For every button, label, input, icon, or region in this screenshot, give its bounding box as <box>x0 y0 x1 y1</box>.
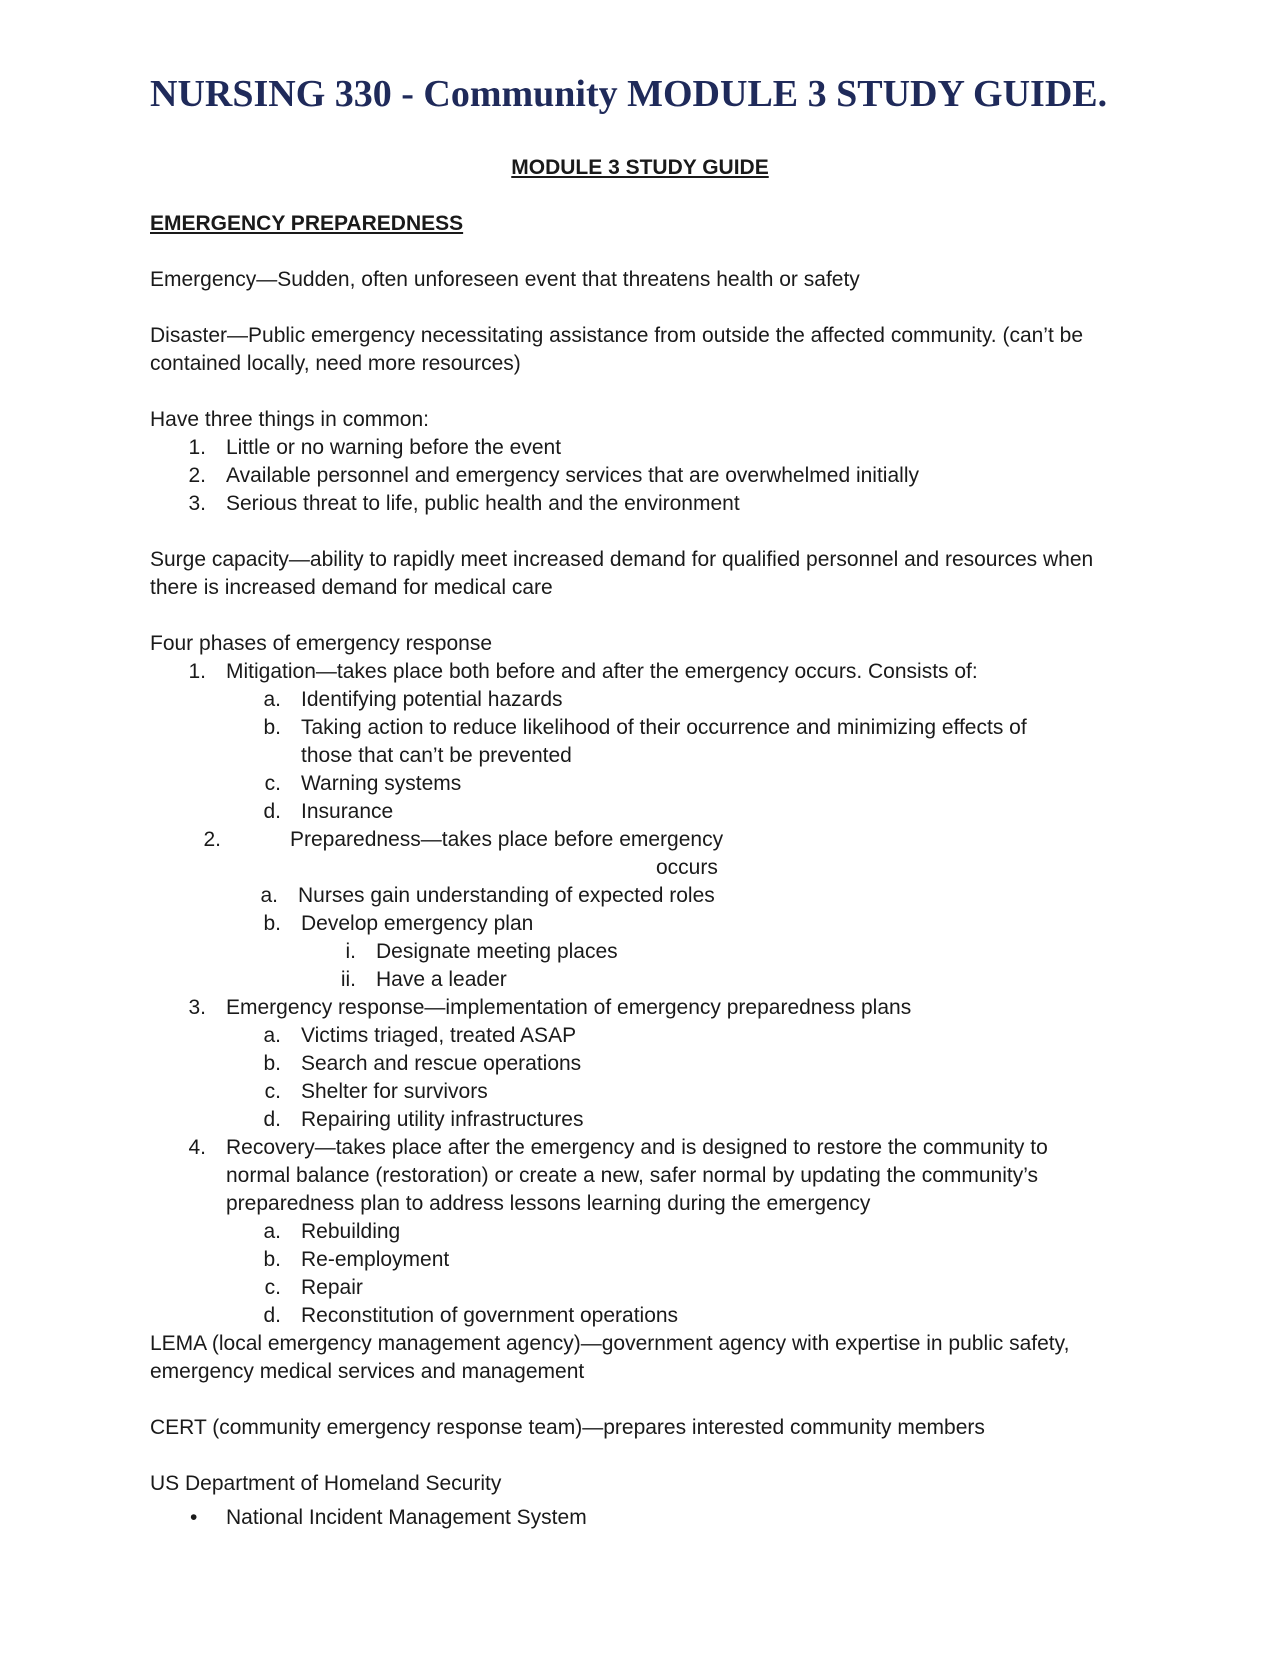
list-item-continued: those that can’t be prevented <box>301 744 572 767</box>
list-letter: a. <box>260 884 278 907</box>
list-item: Re-employment <box>301 1248 450 1271</box>
list-letter: c. <box>264 772 281 795</box>
list-number: 3. <box>188 996 206 1019</box>
list-item: Nurses gain understanding of expected roles <box>298 884 715 907</box>
list-item: Serious threat to life, public health and the environment <box>226 492 740 515</box>
list-letter: c. <box>264 1276 281 1299</box>
disaster-definition-line2: contained locally, need more resources) <box>150 352 521 375</box>
list-item: Insurance <box>301 800 394 823</box>
list-item: Victims triaged, treated ASAP <box>301 1024 577 1047</box>
list-letter: d. <box>263 800 281 823</box>
list-letter: a. <box>263 1220 281 1243</box>
list-number: 2. <box>188 464 206 487</box>
phase-recovery-line2: normal balance (restoration) or create a new, safer normal by updating the community’s <box>226 1164 1039 1187</box>
document-title: NURSING 330 - Community MODULE 3 STUDY GUIDE. <box>150 73 1108 115</box>
phase-recovery-line3: preparedness plan to address lessons learning during the emergency <box>226 1192 871 1215</box>
list-item: National Incident Management System <box>226 1506 587 1529</box>
list-item: Identifying potential hazards <box>301 688 563 711</box>
list-item: Have a leader <box>376 968 507 991</box>
list-letter: d. <box>263 1108 281 1131</box>
module-subtitle: MODULE 3 STUDY GUIDE <box>511 156 769 179</box>
phase-preparedness-continued: occurs <box>656 856 718 879</box>
list-item: Repair <box>301 1276 363 1299</box>
list-number: 1. <box>188 660 206 683</box>
list-item: Search and rescue operations <box>301 1052 582 1075</box>
list-letter: b. <box>263 716 281 739</box>
list-letter: b. <box>263 1052 281 1075</box>
list-item: Shelter for survivors <box>301 1080 488 1103</box>
list-number: 1. <box>188 436 206 459</box>
lema-definition-line2: emergency medical services and management <box>150 1360 585 1383</box>
list-item: Warning systems <box>301 772 462 795</box>
list-item: Repairing utility infrastructures <box>301 1108 584 1131</box>
surge-capacity-line2: there is increased demand for medical care <box>150 576 553 599</box>
list-letter: d. <box>263 1304 281 1327</box>
bullet-icon: • <box>190 1506 198 1529</box>
list-letter: b. <box>263 912 281 935</box>
section-heading: EMERGENCY PREPAREDNESS <box>150 212 464 235</box>
list-number: 4. <box>188 1136 206 1159</box>
list-number: 3. <box>188 492 206 515</box>
surge-capacity-line1: Surge capacity—ability to rapidly meet increased demand for qualified personnel and resources when <box>150 548 1094 571</box>
list-item: Designate meeting places <box>376 940 618 963</box>
list-item: Reconstitution of government operations <box>301 1304 679 1327</box>
list-item: Taking action to reduce likelihood of their occurrence and minimizing effects of <box>301 716 1027 739</box>
phase-response: Emergency response—implementation of emergency preparedness plans <box>226 996 912 1019</box>
disaster-definition-line1: Disaster—Public emergency necessitating assistance from outside the affected community. (can’t be <box>150 324 1083 347</box>
list-letter: a. <box>263 1024 281 1047</box>
dhs-heading: US Department of Homeland Security <box>150 1472 502 1495</box>
list-item: Little or no warning before the event <box>226 436 562 459</box>
common-intro: Have three things in common: <box>150 408 429 431</box>
list-item: Develop emergency plan <box>301 912 534 935</box>
emergency-definition: Emergency—Sudden, often unforeseen event that threatens health or safety <box>150 268 860 291</box>
phase-preparedness: Preparedness—takes place before emergency <box>290 828 724 851</box>
phase-recovery-line1: Recovery—takes place after the emergency and is designed to restore the community to <box>226 1136 1048 1159</box>
list-letter: c. <box>264 1080 281 1103</box>
list-letter: b. <box>263 1248 281 1271</box>
list-number: 2. <box>203 828 221 851</box>
list-item: Available personnel and emergency services that are overwhelmed initially <box>226 464 919 487</box>
list-item: Rebuilding <box>301 1220 401 1243</box>
list-roman: i. <box>345 940 356 963</box>
cert-definition: CERT (community emergency response team)—prepares interested community members <box>150 1416 985 1439</box>
list-letter: a. <box>263 688 281 711</box>
phase-mitigation: Mitigation—takes place both before and after the emergency occurs. Consists of: <box>226 660 978 683</box>
list-roman: ii. <box>340 968 356 991</box>
lema-definition-line1: LEMA (local emergency management agency)—government agency with expertise in public safety, <box>150 1332 1070 1355</box>
phases-intro: Four phases of emergency response <box>150 632 493 655</box>
